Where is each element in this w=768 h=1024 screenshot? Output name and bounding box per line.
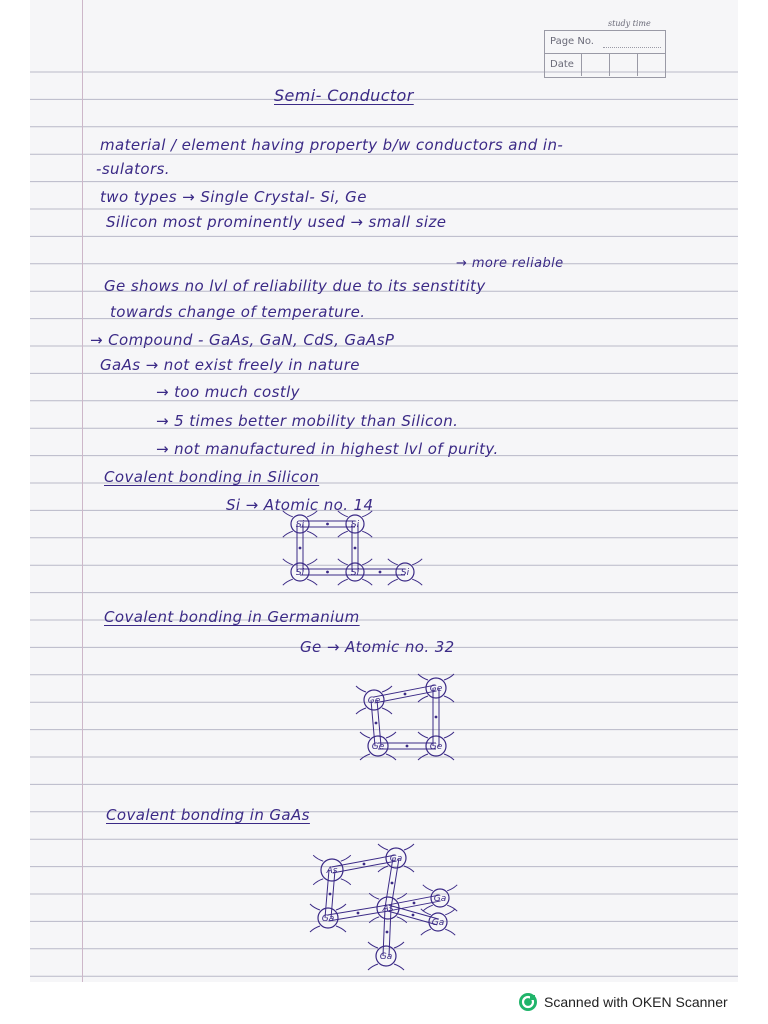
electron-tail bbox=[397, 893, 407, 899]
electron-tail bbox=[386, 754, 396, 760]
electron-dot bbox=[386, 931, 389, 934]
bond-line bbox=[325, 870, 329, 918]
atom-label: Ga bbox=[379, 952, 393, 962]
electron-tail bbox=[307, 559, 317, 565]
electron-tail bbox=[421, 909, 431, 915]
electron-tail bbox=[445, 929, 455, 935]
electron-tail bbox=[356, 708, 366, 714]
scanner-text: Scanned with OKEN Scanner bbox=[544, 994, 728, 1010]
atom-label: Ga bbox=[321, 914, 335, 924]
electron-tail bbox=[341, 879, 351, 885]
electron-tail bbox=[418, 696, 428, 702]
electron-tail bbox=[388, 559, 398, 565]
electron-dot bbox=[357, 912, 360, 915]
margin-line bbox=[82, 0, 83, 982]
electron-dot bbox=[329, 893, 332, 896]
atom-label: Si bbox=[400, 568, 410, 578]
heading-silicon: Covalent bonding in Silicon bbox=[104, 468, 320, 486]
electron-dot bbox=[404, 693, 407, 696]
electron-tail bbox=[360, 754, 370, 760]
page-title: Semi- Conductor bbox=[274, 86, 414, 105]
electron-tail bbox=[307, 511, 317, 517]
electron-tail bbox=[418, 732, 428, 738]
electron-tail bbox=[368, 942, 378, 948]
germanium-bonding-diagram bbox=[300, 660, 460, 780]
note-line-2: -sulators. bbox=[96, 160, 170, 178]
note-line-3: two types → Single Crystal- Si, Ge bbox=[100, 188, 367, 206]
electron-tail bbox=[447, 885, 457, 891]
electron-tail bbox=[369, 917, 379, 923]
electron-tail bbox=[310, 926, 320, 932]
electron-tail bbox=[423, 885, 433, 891]
electron-tail bbox=[378, 866, 388, 872]
silicon-atomic-number: Si → Atomic no. 14 bbox=[226, 496, 374, 514]
note-line-7: towards change of temperature. bbox=[110, 303, 366, 321]
electron-dot bbox=[375, 722, 378, 725]
electron-tail bbox=[397, 917, 407, 923]
page-no-label: Page No. bbox=[550, 36, 594, 47]
electron-tail bbox=[394, 964, 404, 970]
electron-tail bbox=[444, 732, 454, 738]
atom-label: Ge bbox=[429, 684, 443, 694]
electron-tail bbox=[444, 674, 454, 680]
electron-dot bbox=[412, 914, 415, 917]
electron-tail bbox=[338, 559, 348, 565]
electron-tail bbox=[447, 905, 457, 911]
electron-tail bbox=[444, 754, 454, 760]
electron-tail bbox=[418, 754, 428, 760]
scanner-footer bbox=[518, 992, 728, 1012]
notebook-page bbox=[30, 0, 738, 982]
note-line-1: material / element having property b/w conductors and in- bbox=[100, 136, 564, 154]
electron-tail bbox=[362, 559, 372, 565]
electron-tail bbox=[283, 511, 293, 517]
electron-tail bbox=[378, 844, 388, 850]
electron-tail bbox=[368, 964, 378, 970]
note-line-9: GaAs → not exist freely in nature bbox=[100, 356, 360, 374]
electron-tail bbox=[418, 674, 428, 680]
heading-gaas: Covalent bonding in GaAs bbox=[106, 806, 310, 824]
note-line-11: → 5 times better mobility than Silicon. bbox=[156, 412, 459, 430]
note-line-5: → more reliable bbox=[456, 256, 564, 271]
electron-tail bbox=[382, 686, 392, 692]
electron-tail bbox=[356, 686, 366, 692]
note-line-4: Silicon most prominently used → small size bbox=[106, 213, 447, 231]
electron-tail bbox=[404, 844, 414, 850]
electron-dot bbox=[391, 882, 394, 885]
electron-tail bbox=[421, 929, 431, 935]
electron-tail bbox=[338, 531, 348, 537]
atom-label: Si bbox=[350, 568, 360, 578]
electron-tail bbox=[382, 708, 392, 714]
electron-tail bbox=[445, 909, 455, 915]
note-line-8: → Compound - GaAs, GaN, CdS, GaAsP bbox=[90, 331, 395, 349]
bond-line bbox=[389, 905, 439, 919]
electron-tail bbox=[423, 905, 433, 911]
date-label: Date bbox=[550, 59, 574, 70]
electron-tail bbox=[394, 942, 404, 948]
electron-tail bbox=[386, 732, 396, 738]
gaas-bonding-diagram bbox=[266, 838, 456, 978]
electron-tail bbox=[444, 696, 454, 702]
electron-tail bbox=[313, 855, 323, 861]
electron-tail bbox=[283, 579, 293, 585]
note-line-6: Ge shows no lvl of reliability due to its senstitity bbox=[104, 277, 486, 295]
electron-tail bbox=[310, 904, 320, 910]
electron-tail bbox=[283, 559, 293, 565]
atom-label: Si bbox=[295, 520, 305, 530]
oken-scanner-icon bbox=[518, 992, 538, 1012]
atom-label: As bbox=[382, 904, 394, 914]
atom-label: Si bbox=[295, 568, 305, 578]
bond-line bbox=[371, 700, 375, 746]
atom-label: Ga bbox=[431, 918, 445, 928]
electron-tail bbox=[362, 511, 372, 517]
electron-tail bbox=[338, 511, 348, 517]
atom-label: Ga bbox=[433, 894, 447, 904]
atom-label: Ge bbox=[367, 696, 381, 706]
electron-tail bbox=[369, 893, 379, 899]
electron-dot bbox=[363, 863, 366, 866]
electron-dot bbox=[326, 571, 329, 574]
electron-dot bbox=[379, 571, 382, 574]
electron-dot bbox=[354, 547, 357, 550]
bond-line bbox=[389, 908, 391, 956]
electron-tail bbox=[362, 579, 372, 585]
electron-tail bbox=[341, 855, 351, 861]
heading-germanium: Covalent bonding in Germanium bbox=[104, 608, 360, 626]
electron-tail bbox=[404, 866, 414, 872]
electron-tail bbox=[336, 926, 346, 932]
note-line-12: → not manufactured in highest lvl of purity. bbox=[156, 440, 499, 458]
atom-label: Ge bbox=[371, 742, 385, 752]
electron-tail bbox=[283, 531, 293, 537]
bond-line bbox=[383, 908, 385, 956]
germanium-atomic-number: Ge → Atomic no. 32 bbox=[300, 638, 455, 656]
electron-dot bbox=[406, 745, 409, 748]
electron-tail bbox=[360, 732, 370, 738]
note-line-10: → too much costly bbox=[156, 383, 300, 401]
atom-label: Ge bbox=[429, 742, 443, 752]
bond-line bbox=[377, 700, 381, 746]
electron-tail bbox=[336, 904, 346, 910]
page-number-box bbox=[544, 30, 666, 78]
electron-tail bbox=[307, 531, 317, 537]
silicon-bonding-diagram bbox=[240, 510, 420, 600]
electron-tail bbox=[362, 531, 372, 537]
electron-dot bbox=[435, 716, 438, 719]
electron-tail bbox=[338, 579, 348, 585]
page-box-brand: study time bbox=[608, 19, 651, 28]
electron-tail bbox=[307, 579, 317, 585]
electron-dot bbox=[413, 902, 416, 905]
electron-tail bbox=[313, 879, 323, 885]
atom-label: Ga bbox=[389, 854, 403, 864]
electron-tail bbox=[388, 579, 398, 585]
atom-label: As bbox=[326, 866, 338, 876]
electron-dot bbox=[326, 523, 329, 526]
electron-dot bbox=[299, 547, 302, 550]
atom-label: Si bbox=[350, 520, 360, 530]
